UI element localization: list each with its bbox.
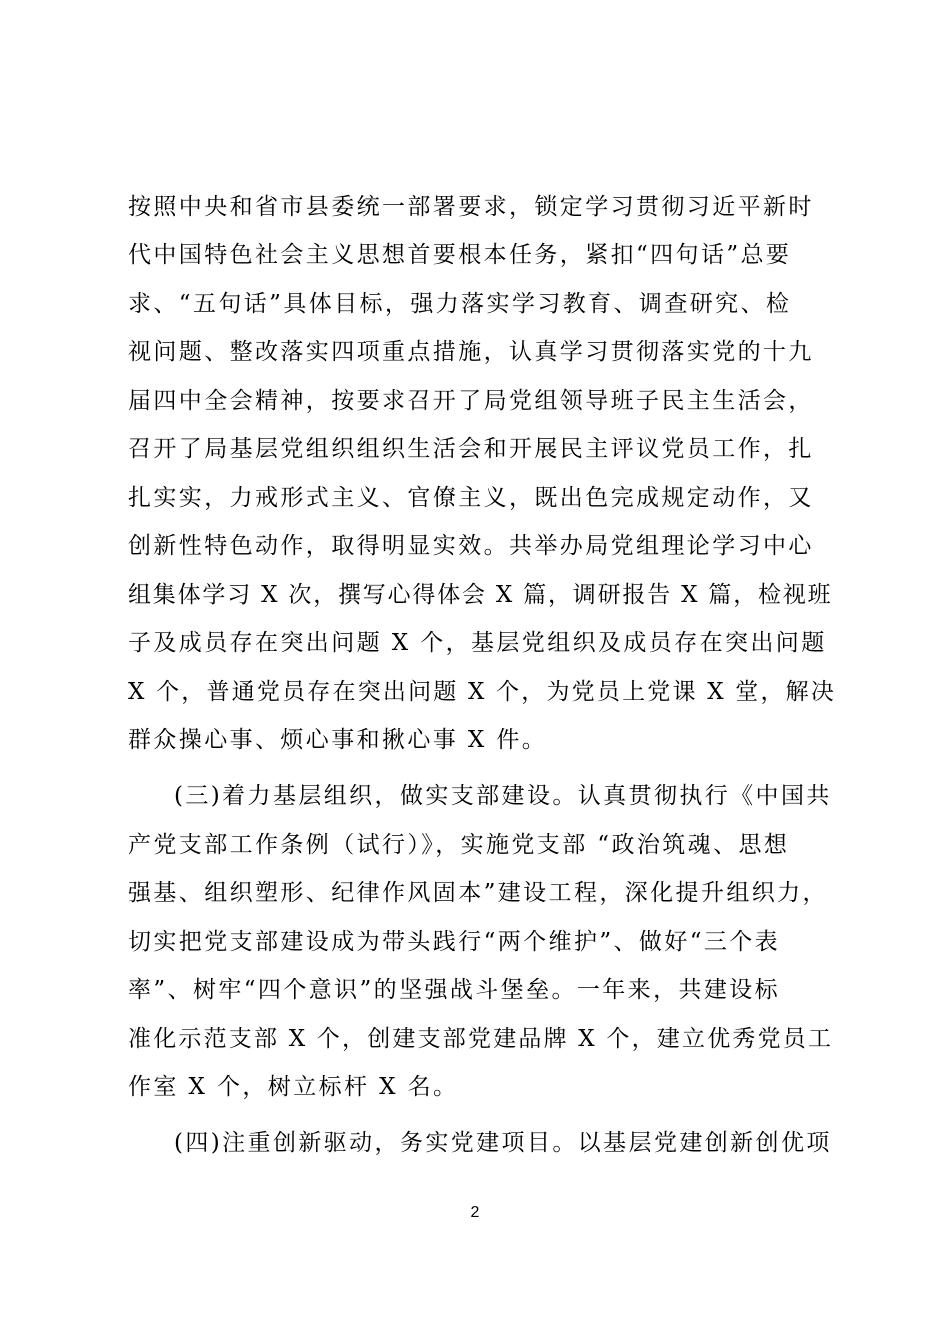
text-line: 创新性特色动作，取得明显实效。共举办局党组理论学习中心 [128, 533, 814, 559]
text-line: 组集体学习 X 次，撰写心得体会 X 篇，调研报告 X 篇，检视班 [128, 582, 833, 608]
text-line: 按照中央和省市县委统一部署要求，锁定学习贯彻习近平新时 [128, 194, 814, 220]
text-line: 强基、组织塑形、纪律作风固本”建设工程，深化提升组织力， [128, 880, 828, 906]
text-line: 代中国特色社会主义思想首要根本任务，紧扣“四句话”总要 [128, 242, 792, 268]
text-line: 子及成员存在突出问题 X 个，基层党组织及成员存在突出问题 [128, 630, 827, 656]
text-line: 产党支部工作条例（试行）》，实施党支部 “政治筑魂、思想 [128, 832, 790, 858]
text-line: 群众操心事、烦心事和揪心事 X 件。 [128, 727, 548, 753]
text-line: 准化示范支部 X 个，创建支部党建品牌 X 个，建立优秀党员工 [128, 1026, 834, 1052]
text-line: X 个，普通党员存在突出问题 X 个，为党员上党课 X 堂，解决 [128, 679, 837, 705]
page-number: 2 [470, 1204, 480, 1221]
text-line: 率”、树牢“四个意识”的坚强战斗堡垒。一年来，共建设标 [128, 977, 781, 1003]
text-line: 求、“五句话”具体目标，强力落实学习教育、调查研究、检 [128, 291, 792, 317]
section-heading-line: (三)着力基层组织，做实支部建设。认真贯彻执行《中国共 [174, 783, 832, 809]
section-heading-line: (四)注重创新驱动，务实党建项目。以基层党建创新创优项 [174, 1130, 832, 1156]
text-line: 召开了局基层党组织组织生活会和开展民主评议党员工作，扎 [128, 436, 814, 462]
text-line: 视问题、整改落实四项重点措施，认真学习贯彻落实党的十九 [128, 339, 814, 365]
text-line: 扎实实，力戒形式主义、官僚主义，既出色完成规定动作，又 [128, 485, 814, 511]
text-line: 切实把党支部建设成为带头践行“两个维护”、做好“三个表 [128, 929, 781, 955]
text-line: 作室 X 个，树立标杆 X 名。 [128, 1074, 459, 1100]
text-line: 届四中全会精神，按要求召开了局党组领导班子民主生活会， [128, 388, 814, 414]
